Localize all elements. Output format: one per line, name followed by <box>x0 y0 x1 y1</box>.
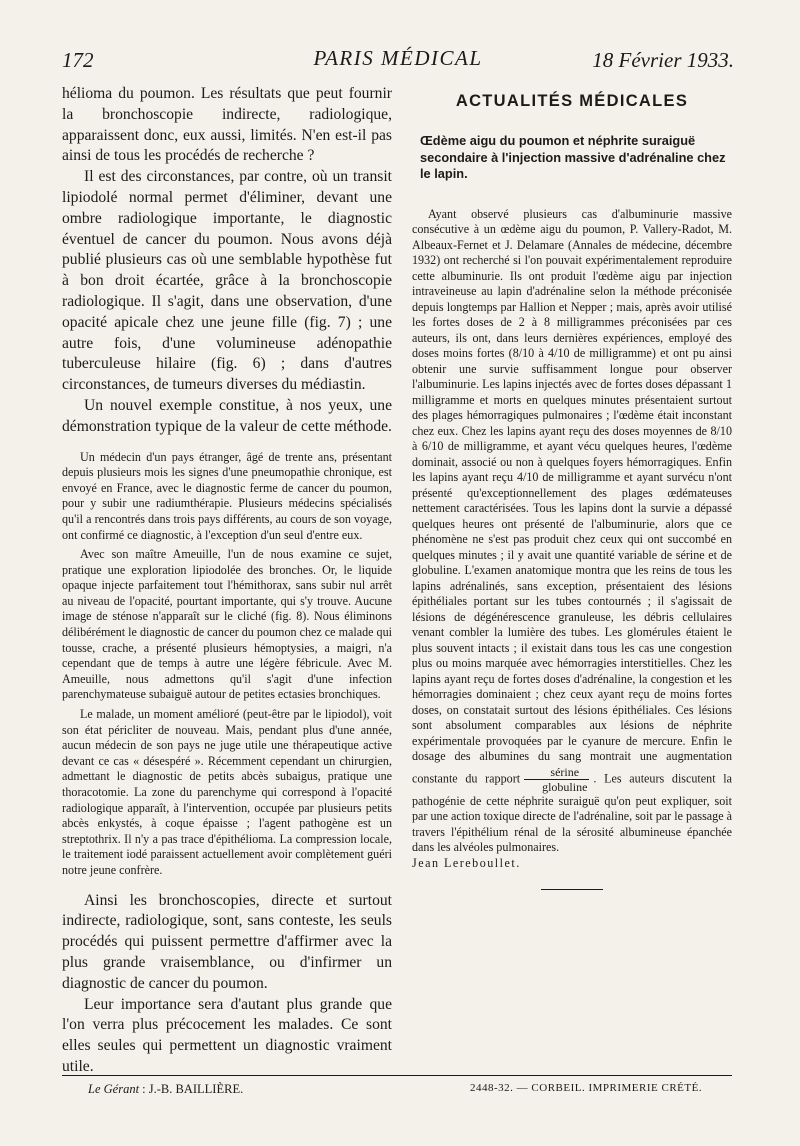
serine-globuline-fraction <box>524 765 589 794</box>
case-paragraph-3: Le malade, un moment amélioré (peut-être par le lipiodol), voit son état péricliter de nouveau. Mais, pendant plus d'une année, aucun médecin de son pays ne juge utile une thérapeutique active devant ce cas « désespéré ». Récemment cependant un chirurgien, admettant le diagnostic de petits abcès subaigus, pratique une thoracotomie. La zone du parenchyme qui correspond à l'opacité radiologique apparaît, à l'intervention, occupée par plusieurs petits abcès enkystés, à coque épaisse ; l'agent pathogène est un streptothrix. Il n'y a pas trace d'épithélioma. La compression locale, le traitement iodé paraissent actuellement avoir complètement guéri notre jeune confrère. <box>62 707 392 877</box>
case-paragraph-1: Un médecin d'un pays étranger, âgé de trente ans, présentant depuis plusieurs mois les signes d'une pneumopathie chronique, est envoyé en France, avec le diagnostic ferme de cancer du poumon, pour y subir une radiumthérapie. Plusieurs médecins spécialisés qu'il a rencontrés dans trois pays différents, au cours de son voyage, ont confirmé ce diagnostic, à l'exception d'un seul d'entre eux. <box>62 449 392 542</box>
article-title: Œdème aigu du poumon et néphrite suraiguë secondaire à l'injection massive d'adrénaline chez le lapin. <box>420 133 726 181</box>
left-paragraph-1: hélioma du poumon. Les résultats que peut fournir la bronchoscopie indirecte, radiologique, apparaissent donc, eux aussi, limités. N'en est-il pas ainsi de tous les procédés de recherche ? <box>62 85 392 165</box>
section-heading: ACTUALITÉS MÉDICALES <box>455 92 689 110</box>
fraction-numerator: sérine <box>524 765 589 780</box>
left-paragraph-5: Leur importance sera d'autant plus grande que l'on verra plus précocement les malades. Ce sont elles seules qui permettent un diagnostic vraiment utile. <box>62 995 392 1075</box>
footer-printer: 2448-32. — CORBEIL. IMPRIMERIE CRÉTÉ. <box>470 1082 703 1094</box>
gerant-label: Le Gérant <box>88 1082 140 1096</box>
journal-title: PARIS MÉDICAL <box>313 46 483 70</box>
right-column <box>412 84 732 890</box>
gerant-name: : J.-B. BAILLIÈRE. <box>139 1082 244 1096</box>
case-paragraph-2: Avec son maître Ameuille, l'un de nous examine ce sujet, pratique une exploration lipiodolée des bronches. Or, le liquide opaque injecte parfaitement tout l'hémithorax, sans subir nul arrêt au niveau de l'opacité, pourtant importante, qui s'y trouve. Aucune image de sténose n'apparaît sur le cliché (fig. 8). Nous éliminons délibérément le diagnostic de cancer du poumon chez ce malade qui tousse, crache, a présenté plusieurs hémoptysies, a maigri, n'a cependant que de temps à autre une légère fébricule. Avec M. Ameuille, nous admettons qu'il s'agit d'une infection parenchymateuse subaiguë autour de petites ectasies bronchiques. <box>62 547 392 702</box>
left-column <box>62 84 392 1078</box>
left-paragraph-3: Un nouvel exemple constitue, à nos yeux, une démonstration typique de la valeur de cette méthode. <box>62 396 392 435</box>
end-divider <box>541 889 603 890</box>
author-signature: Jean Lereboullet. <box>412 855 521 870</box>
article-main-text: Ayant observé plusieurs cas d'albuminurie massive consécutive à un œdème aigu du poumon, P. Vallery-Radot, M. Albeaux-Fernet et J. Delamare (Annales de médecine, décembre 1932) ont recherché si l'on pouvait expérimentalement reproduire cette albuminurie. Ils ont produit l'œdème aigu par injection intraveineuse au lapin d'adrénaline selon la méthode préconisée depuis longtemps par Hallion et Nepper ; mais, après avoir utilisé les fortes doses de 2 à 8 milligrammes préconisées par ces auteurs, ils ont, dans leurs dernières expériences, employé des doses moins fortes (8/10 à 4/10 de milligramme) et ont pu ainsi obtenir une survie suffisamment longue pour observer l'albuminurie. Les lapins injectés avec de fortes doses dépassant 1 milligramme et morts en quelques minutes présentaient surtout des plages hémorragiques pulmonaires ; l'œdème était inconstant chez eux. Chez les lapins ayant reçu des doses moyennes de 8/10 à 6/10 de milligramme, et ayant vécu quelques heures, l'œdème dominait, associé ou non à quelques foyers hémorragiques. Enfin les lapins ayant reçu 4/10 de milligramme et ayant survécu n'ont présenté qu'exceptionnellement des plages œdémateuses nettement caractérisées. Tous les lapins dont la survie a dépassé quelques heures ont présenté de l'albuminurie, alors que ce phénomène ne s'est pas produit chez ceux qui ont succombé en quelques minutes ; il y avait une quantité variable de sérine et de globuline. L'examen anatomique montra que les reins de tous les lapins adrénalinés, sans exception, présentaient des lésions épithéliales portant sur les tubes contournés ; il s'agissait de lésions de dégénérescence granuleuse, les débris cellulaires venant combler la lumière des tubes. Les glomérules étaient le plus souvent intacts ; il existait dans tous les cas une congestion plus ou moins marquée avec hémorragies interstitielles. Chez les lapins ayant reçu de fortes doses d'adrénaline, la congestion et les hémorragies dominaient ; chez ceux ayant reçu de moins fortes doses, on constatait surtout des lésions épithéliales. Ces lésions sont absolument comparables aux lésions de néphrite expérimentale provoquées par le cyanure de mercure. Enfin le dosage des albumines du sang montrait une augmentation constante du rapport <box>412 206 732 785</box>
left-paragraph-4: Ainsi les bronchoscopies, directe et surtout indirecte, radiologique, sont, sans conteste, les seuls procédés qui puissent permettre d'affirmer avec la plus grande vraisemblance, ou d'infirmer un diagnostic de cancer du poumon. <box>62 891 392 992</box>
article-end-text: . Les auteurs discutent la pathogénie de cette néphrite suraiguë qu'on peut expliquer, soit par une action toxique directe de l'adrénaline, soit par le passage à travers l'épithélium rénal de la sérosité albumineuse épanchée dans les alvéoles pulmonaires. <box>412 770 732 854</box>
footer-manager <box>88 1082 243 1097</box>
fraction-denominator: globuline <box>542 779 588 794</box>
footer-rule <box>62 1075 732 1076</box>
article-text <box>412 207 732 856</box>
article-body <box>412 207 732 872</box>
left-paragraph-2: Il est des circonstances, par contre, où un transit lipiodolé normal permet d'éliminer, devant une ombre radiologique importante, le diagnostic éventuel de cancer du poumon. Nous avons déjà publié plusieurs cas où une semblable hypothèse fut à bon droit écartée, grâce à la bronchoscopie radiologique. Il s'agit, dans une observation, d'une opacité apicale chez une jeune fille (fig. 7) ; une autre fois, d'une volumineuse adénopathie tuberculeuse hilaire (fig. 6) ; dans d'autres circonstances, de tumeurs diverses du médiastin. <box>62 168 392 394</box>
page-header <box>62 46 734 80</box>
page-number: 172 <box>62 48 94 72</box>
issue-date: 18 Février 1933. <box>592 48 734 72</box>
